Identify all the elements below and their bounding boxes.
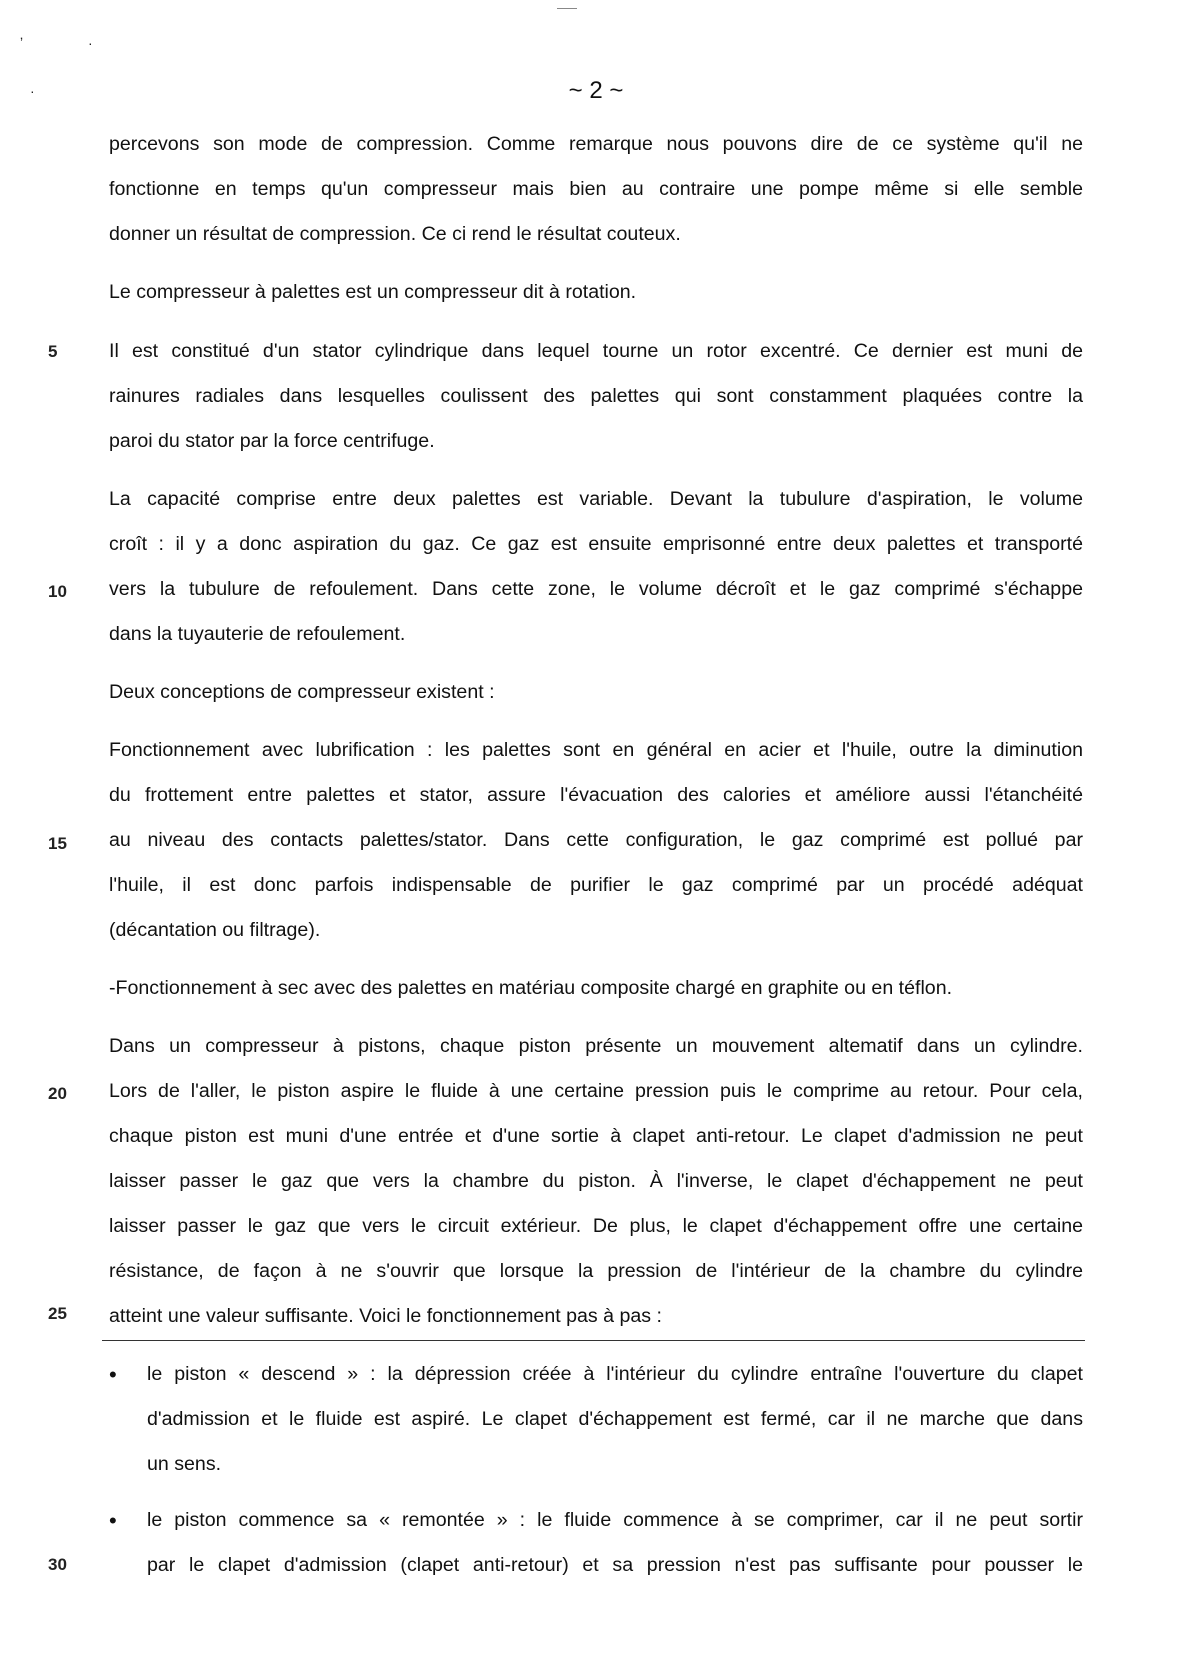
paragraph-line: paroi du stator par la force centrifuge. xyxy=(109,430,435,452)
paragraph-line: croît : il y a donc aspiration du gaz. Ce gaz est ensuite emprisonné entre deux palettes et transporté xyxy=(109,533,1083,555)
paragraph-line: Lors de l'aller, le piston aspire le fluide à une certaine pression puis le comprime au retour. Pour cela, xyxy=(109,1080,1083,1102)
paragraph-line: -Fonctionnement à sec avec des palettes en matériau composite chargé en graphite ou en téflon. xyxy=(109,977,953,999)
paragraph-line: au niveau des contacts palettes/stator. Dans cette configuration, le gaz comprimé est pollué par xyxy=(109,829,1083,851)
line-number-5: 5 xyxy=(48,342,58,361)
paragraph-line: Dans un compresseur à pistons, chaque piston présente un mouvement altematif dans un cylindre. xyxy=(109,1035,1083,1057)
paragraph-line: vers la tubulure de refoulement. Dans cette zone, le volume décroît et le gaz comprimé s'échappe xyxy=(109,578,1083,600)
paragraph-6 xyxy=(109,728,1083,953)
paragraph-line: La capacité comprise entre deux palettes est variable. Devant la tubulure d'aspiration, le volume xyxy=(109,488,1083,510)
paragraph-line: l'huile, il est donc parfois indispensable de purifier le gaz comprimé par un procédé adéquat xyxy=(109,874,1083,896)
paragraph-7 xyxy=(109,966,1083,1011)
paragraph-line: Deux conceptions de compresseur existent : xyxy=(109,681,495,703)
paragraph-3 xyxy=(109,329,1083,464)
horizontal-rule xyxy=(102,1340,1085,1341)
paragraph-line: rainures radiales dans lesquelles coulissent des palettes qui sont constamment plaquées contre la xyxy=(109,385,1083,407)
scan-mark-3: · xyxy=(30,83,35,99)
paragraph-4 xyxy=(109,477,1083,657)
bullet-text xyxy=(147,1498,1083,1588)
paragraph-line: donner un résultat de compression. Ce ci rend le résultat couteux. xyxy=(109,223,681,245)
bullet-icon: • xyxy=(109,1508,117,1533)
paragraph-5 xyxy=(109,670,1083,715)
line-number-20: 20 xyxy=(48,1084,67,1103)
paragraph-line: du frottement entre palettes et stator, assure l'évacuation des calories et améliore aussi l'étanchéité xyxy=(109,784,1083,806)
scan-top-dash xyxy=(557,8,577,9)
paragraph-line: laisser passer le gaz que vers la chambre du piston. À l'inverse, le clapet d'échappement ne peut xyxy=(109,1170,1083,1192)
paragraph-line: atteint une valeur suffisante. Voici le fonctionnement pas à pas : xyxy=(109,1305,662,1327)
line-number-10: 10 xyxy=(48,582,67,601)
paragraph-line: (décantation ou filtrage). xyxy=(109,919,321,941)
paragraph-8 xyxy=(109,1024,1083,1339)
paragraph-line: Il est constitué d'un stator cylindrique dans lequel tourne un rotor excentré. Ce dernier est muni de xyxy=(109,340,1083,362)
bullet-line: d'admission et le fluide est aspiré. Le clapet d'échappement est fermé, car il ne marche que dans xyxy=(147,1408,1083,1430)
paragraph-line: fonctionne en temps qu'un compresseur mais bien au contraire une pompe même si elle semble xyxy=(109,178,1083,200)
line-number-25: 25 xyxy=(48,1304,67,1323)
line-number-30: 30 xyxy=(48,1555,67,1574)
paragraph-line: résistance, de façon à ne s'ouvrir que lorsque la pression de l'intérieur de la chambre du cylindre xyxy=(109,1260,1083,1282)
paragraph-line: Le compresseur à palettes est un compresseur dit à rotation. xyxy=(109,281,637,303)
paragraph-line: chaque piston est muni d'une entrée et d'une sortie à clapet anti-retour. Le clapet d'admission ne peut xyxy=(109,1125,1083,1147)
line-number-15: 15 xyxy=(48,834,67,853)
bullet-line: un sens. xyxy=(147,1453,222,1475)
paragraph-line: laisser passer le gaz que vers le circuit extérieur. De plus, le clapet d'échappement offre une certaine xyxy=(109,1215,1083,1237)
paragraph-line: Fonctionnement avec lubrification : les palettes sont en général en acier et l'huile, outre la diminution xyxy=(109,739,1083,761)
paragraph-1 xyxy=(109,122,1083,257)
page-number: ~ 2 ~ xyxy=(568,77,624,104)
paragraph-line: percevons son mode de compression. Comme remarque nous pouvons dire de ce système qu'il ne xyxy=(109,133,1083,155)
bullet-line: le piston « descend » : la dépression créée à l'intérieur du cylindre entraîne l'ouverture du clapet xyxy=(147,1363,1083,1385)
paragraph-line: dans la tuyauterie de refoulement. xyxy=(109,623,406,645)
scan-mark-1: ʼ xyxy=(20,35,24,51)
paragraph-2 xyxy=(109,270,1083,315)
bullet-line: le piston commence sa « remontée » : le fluide commence à se comprimer, car il ne peut sortir xyxy=(147,1509,1083,1531)
scan-mark-2: · xyxy=(88,35,93,51)
bullet-line: par le clapet d'admission (clapet anti-retour) et sa pression n'est pas suffisante pour pousser le xyxy=(147,1554,1083,1576)
bullet-text xyxy=(147,1352,1083,1487)
bullet-icon: • xyxy=(109,1362,117,1387)
